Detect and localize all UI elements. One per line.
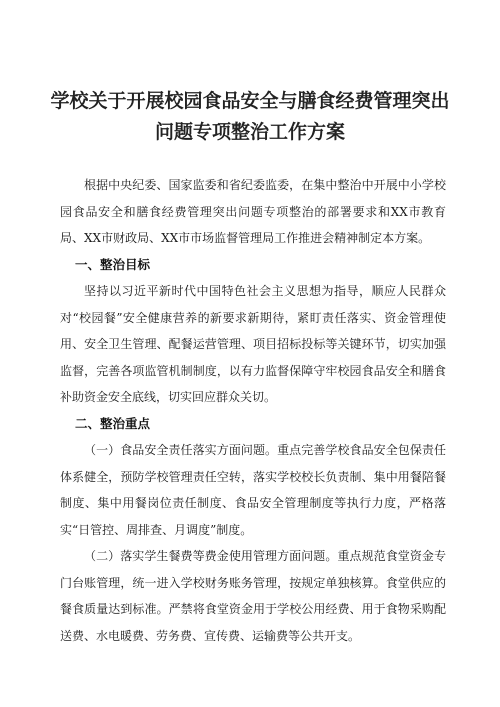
intro-paragraph: 根据中央纪委、国家监委和省纪委监委，在集中整治中开展中小学校园食品安全和膳食经费管理突出问题专项整治的部署要求和XX市教育局、XX市财政局、XX市市场监督管理局工作推进会精神制定本方案。 <box>60 178 446 245</box>
section-2-item-1: （一）食品安全责任落实方面问题。重点完善学校食品安全包保责任体系健全，预防学校管理责任空转，落实学校校长负责制、集中用餐陪餐制度、集中用餐岗位责任制度、食品安全管理制度等执行力度，严格落实“日管控、周排查、月调度”制度。 <box>60 443 446 537</box>
section-2-heading: 二、整治重点 <box>75 415 151 431</box>
document-body <box>60 172 446 649</box>
section-2-item-2: （二）落实学生餐费等费金使用管理方面问题。重点规范食堂资金专门台账管理，统一进入学校财务账务管理，按规定单独核算。食堂供应的餐食质量达到标准。严禁将食堂资金用于学校公用经费、用于食物采购配送费、水电暖费、劳务费、宣传费、运输费等公共开支。 <box>60 549 446 643</box>
section-1-heading: 一、整治目标 <box>75 256 151 272</box>
document-title-line-1: 学校关于开展校园食品安全与膳食经费管理突出 <box>50 90 450 112</box>
section-1-paragraph: 坚持以习近平新时代中国特色社会主义思想为指导，顺应人民群众对“校园餐”安全健康营养的新要求新期待，紧盯责任落实、资金管理使用、安全卫生管理、配餐运营管理、项目招标投标等关键环节，切实加强监督，完善各项监管机制制度，以有力监督保障守牢校园食品安全和膳食补助资金安全底线，切实回应群众关切。 <box>60 284 446 404</box>
document-title-line-2: 问题专项整治工作方案 <box>154 121 345 143</box>
